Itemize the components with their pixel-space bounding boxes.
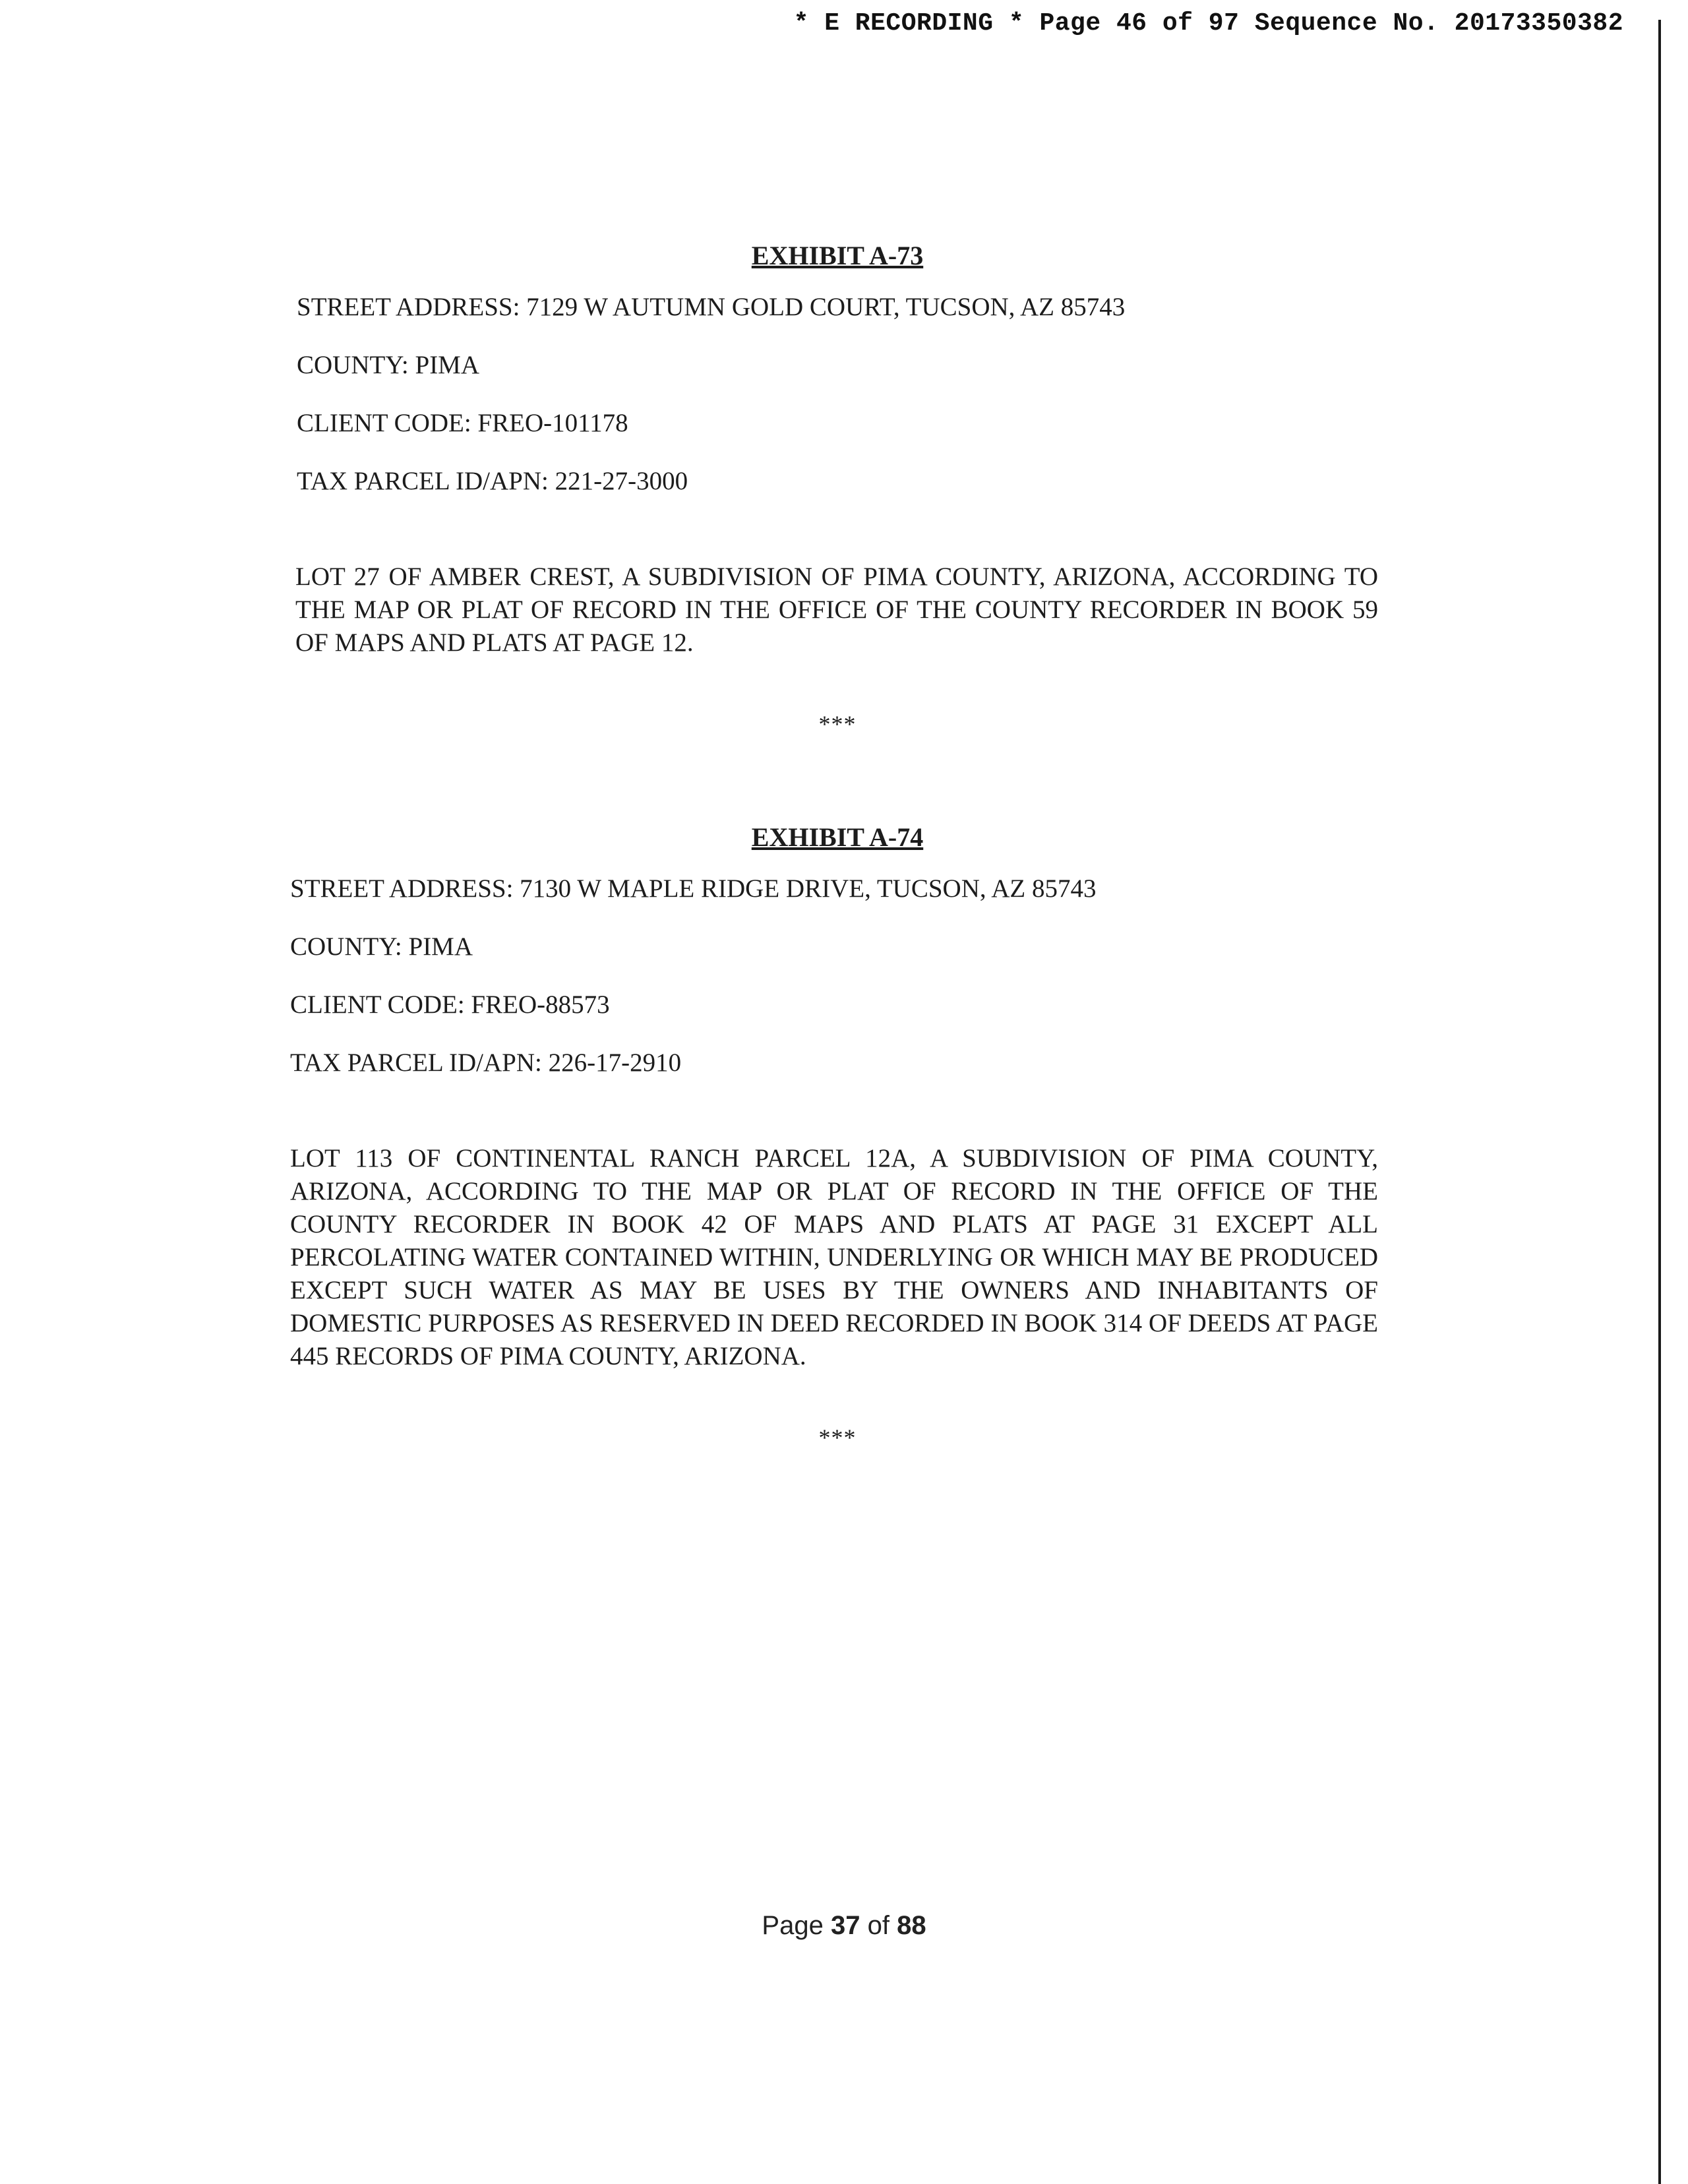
section-separator: *** bbox=[818, 1424, 857, 1451]
legal-description: LOT 27 OF AMBER CREST, A SUBDIVISION OF PIMA COUNTY, ARIZONA, ACCORDING TO THE MAP OR PLAT OF RECORD IN THE OFFICE OF THE COUNTY RECORDER IN BOOK 59 OF MAPS AND PLATS AT PAGE 12. bbox=[295, 562, 1378, 657]
exhibit-title: EXHIBIT A-73 bbox=[751, 241, 924, 270]
page-footer bbox=[0, 1911, 1688, 1941]
tax-parcel-id: TAX PARCEL ID/APN: 226-17-2910 bbox=[290, 1048, 682, 1077]
exhibit-a-74 bbox=[290, 819, 1385, 1451]
legal-description: LOT 113 OF CONTINENTAL RANCH PARCEL 12A, A SUBDIVISION OF PIMA COUNTY, ARIZONA, ACCORDING TO THE MAP OR PLAT OF RECORD IN THE OFFICE OF THE COUNTY RECORDER IN BOOK 42 OF MAPS AND PLATS AT PAGE 31 EXCEPT ALL PERCOLATING WATER CONTAINED WITHIN, UNDERLYING OR WHICH MAY BE PRODUCED EXCEPT SUCH WATER AS MAY BE USES BY THE OWNERS AND INHABITANTS OF DOMESTIC PURPOSES AS RESERVED IN DEED RECORDED IN BOOK 314 OF DEEDS AT PAGE 445 RECORDS OF PIMA COUNTY, ARIZONA. bbox=[290, 1144, 1378, 1370]
county: COUNTY: PIMA bbox=[297, 351, 480, 379]
section-separator: *** bbox=[818, 711, 857, 737]
of-word: of bbox=[867, 1911, 889, 1940]
page-total: 88 bbox=[897, 1911, 926, 1940]
exhibit-title: EXHIBIT A-74 bbox=[751, 822, 924, 852]
county: COUNTY: PIMA bbox=[290, 932, 473, 961]
page-edge-rule bbox=[1658, 20, 1661, 2184]
client-code: CLIENT CODE: FREO-88573 bbox=[290, 990, 610, 1019]
tax-parcel-id: TAX PARCEL ID/APN: 221-27-3000 bbox=[297, 467, 688, 495]
street-address: STREET ADDRESS: 7129 W AUTUMN GOLD COURT, TUCSON, AZ 85743 bbox=[297, 293, 1126, 321]
client-code: CLIENT CODE: FREO-101178 bbox=[297, 409, 628, 437]
street-address: STREET ADDRESS: 7130 W MAPLE RIDGE DRIVE, TUCSON, AZ 85743 bbox=[290, 874, 1097, 903]
exhibit-a-73 bbox=[290, 237, 1385, 737]
page-word: Page bbox=[762, 1911, 824, 1940]
page-number: 37 bbox=[830, 1911, 860, 1940]
recording-header: * E RECORDING * Page 46 of 97 Sequence No. 20173350382 bbox=[793, 9, 1623, 38]
